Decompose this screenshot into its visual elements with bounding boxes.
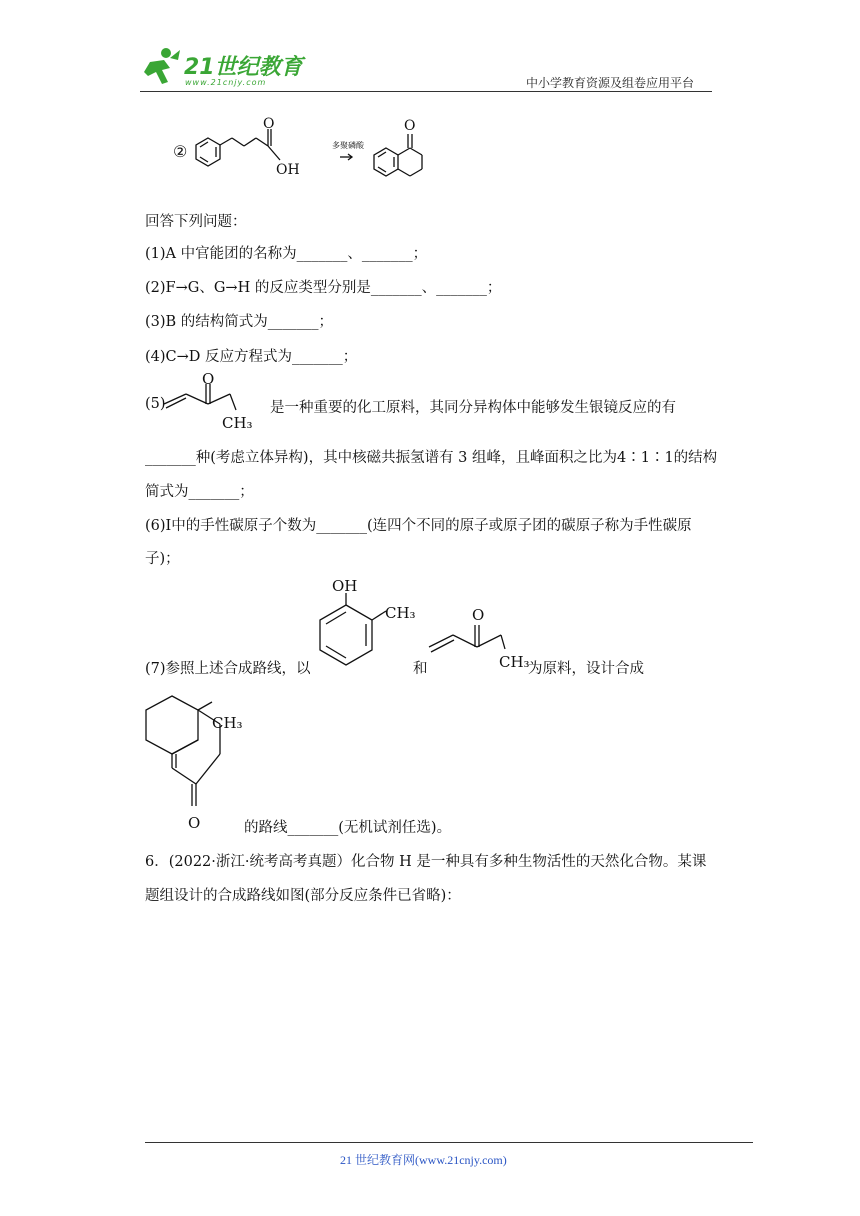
cresol-oh-label: OH — [332, 577, 358, 595]
intro-text: 回答下列问题： — [145, 214, 247, 230]
question-3: (3)B 的结构简式为_______； — [145, 314, 334, 330]
target-enone-structure — [140, 688, 260, 828]
question-5-prefix: (5) — [145, 396, 166, 412]
mvk2-ch3-label: CH₃ — [499, 653, 530, 671]
header — [0, 0, 860, 100]
problem-6-line2: 题组设计的合成路线如图(部分反应条件已省略)： — [145, 888, 461, 904]
logo-url-text: www.21cnjy.com — [185, 78, 267, 87]
reaction-label: ② — [173, 142, 188, 161]
footer-text: 21 世纪教育网(www.21cnjy.com) — [340, 1153, 507, 1167]
target-ch3-label: CH₃ — [212, 714, 243, 732]
question-7-prefix: (7)参照上述合成路线，以 — [145, 661, 311, 677]
footer-rule — [145, 1142, 753, 1143]
reaction-2 — [170, 112, 470, 202]
reaction-condition: 多聚磷酸 — [332, 141, 364, 150]
question-2: (2)F→G、G→H 的反应类型分别是_______、_______； — [145, 280, 502, 296]
cresol-ch3-label: CH₃ — [385, 604, 416, 622]
question-5-line3: 简式为_______； — [145, 484, 254, 500]
mvk-o-label: O — [202, 370, 215, 388]
question-5-line2: _______种(考虑立体异构)，其中核磁共振氢谱有 3 组峰，且峰面积之比为4∶1∶1的结构 — [145, 450, 718, 466]
logo-main-text: 21世纪教育 — [184, 55, 303, 80]
question-6-line1: (6)I中的手性碳原子个数为_______(连四个不同的原子或原子团的碳原子称为手性碳原 — [145, 518, 692, 534]
question-7-suffix: 为原料，设计合成 — [528, 661, 644, 677]
logo-runner-icon — [140, 46, 182, 86]
question-7-and: 和 — [413, 661, 428, 677]
header-right-text: 中小学教育资源及组卷应用平台 — [526, 76, 695, 90]
question-4: (4)C→D 反应方程式为_______； — [145, 349, 358, 365]
o-cresol-structure — [300, 575, 420, 685]
mvk2-o-label: O — [472, 606, 485, 624]
mvk-ch3-label: CH₃ — [222, 414, 253, 432]
question-1: (1)A 中官能团的名称为_______、_______； — [145, 246, 428, 262]
header-rule — [140, 91, 712, 92]
question-5-text: 是一种重要的化工原料，其同分异构体中能够发生银镜反应的有 — [270, 400, 676, 416]
acid-oh-label: OH — [276, 162, 300, 178]
question-7-end: 的路线_______(无机试剂任选)。 — [244, 820, 452, 836]
question-6-line2: 子)； — [145, 551, 180, 567]
problem-6-line1: 6．(2022·浙江·统考高考真题）化合物 H 是一种具有多种生物活性的天然化合物。某课 — [145, 854, 707, 870]
target-o-label: O — [188, 814, 201, 832]
product-o-label: O — [404, 118, 416, 134]
phenylbutanoic-acid-structure — [170, 112, 470, 202]
acid-o-label: O — [263, 116, 275, 132]
